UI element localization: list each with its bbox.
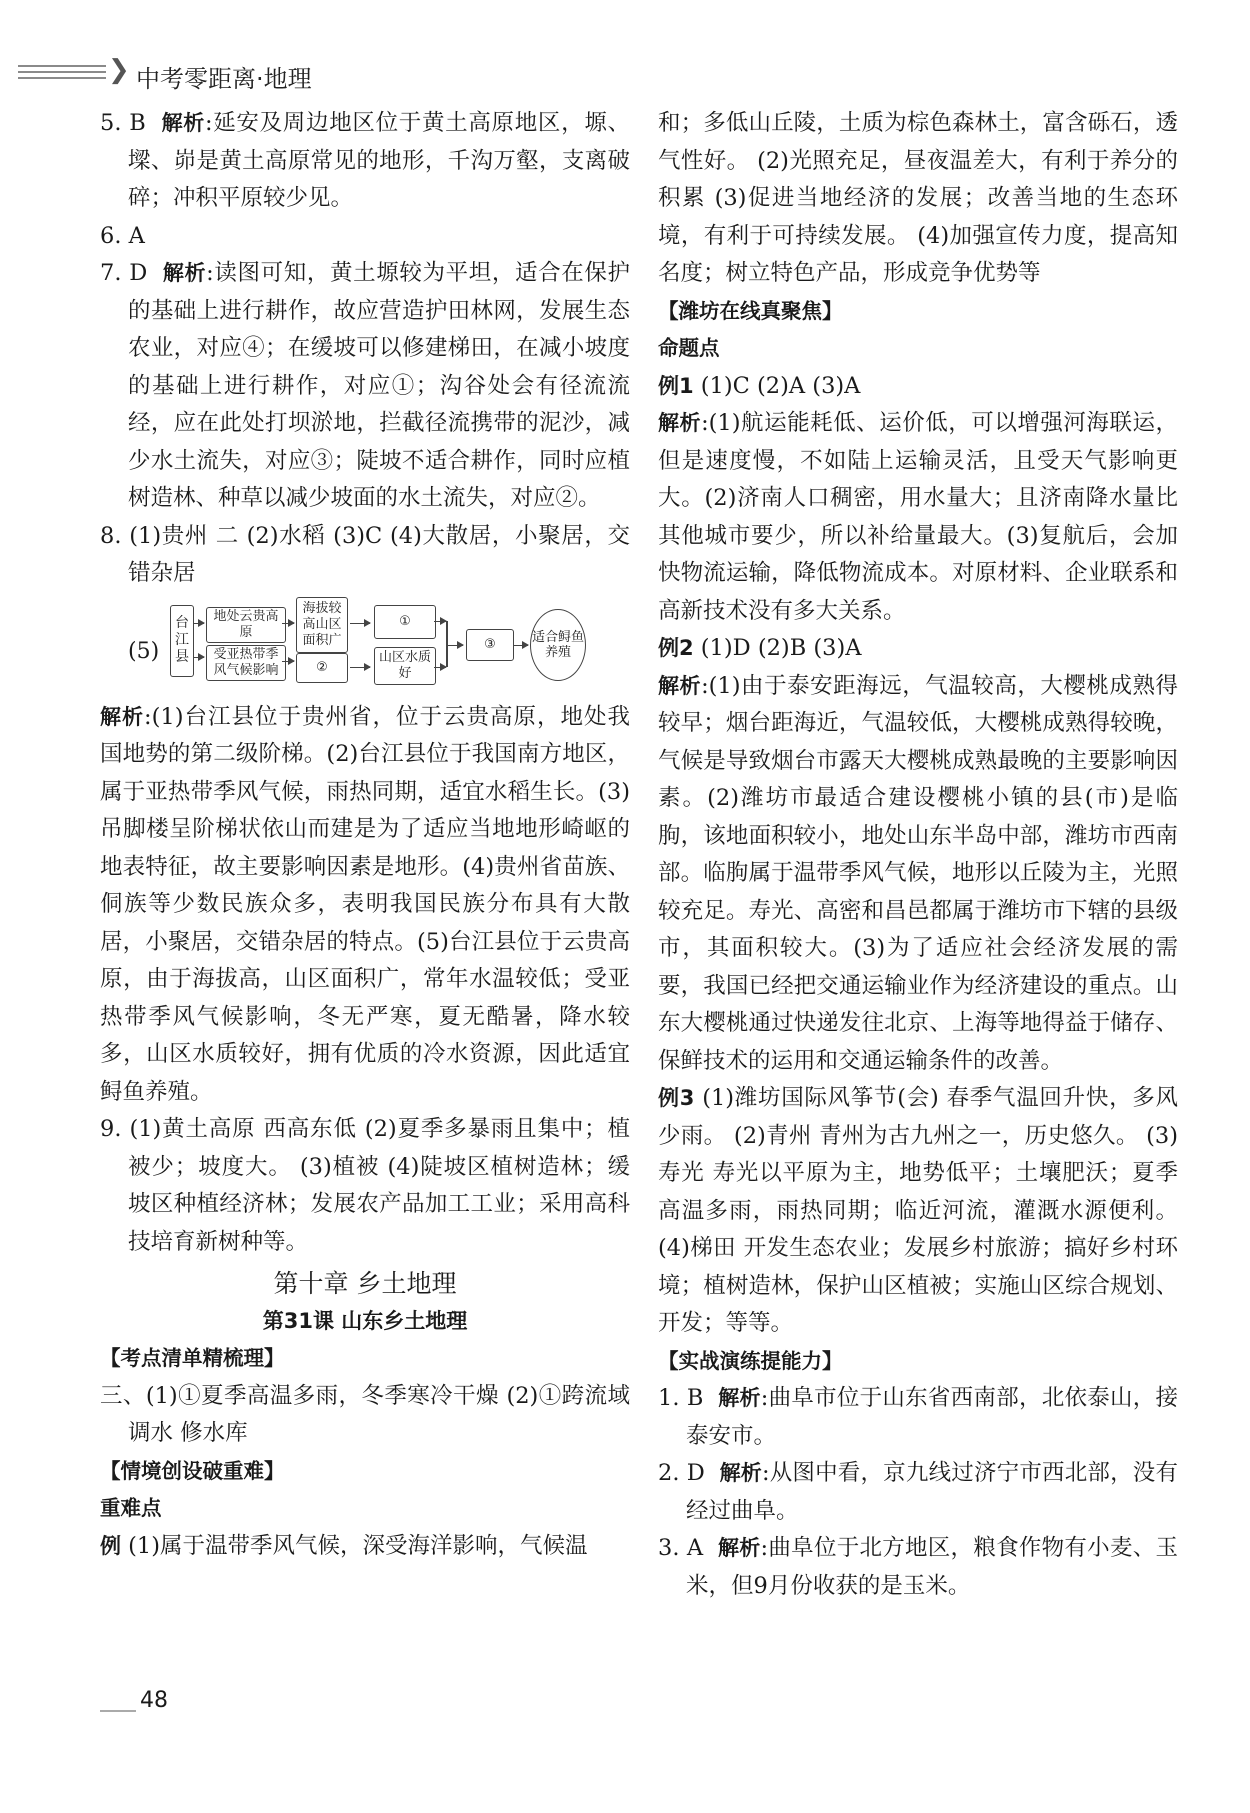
answer-6: 6. A <box>100 222 145 249</box>
page-number: 48 <box>140 1688 168 1713</box>
answer-9: 9. (1)黄土高原 西高东低 (2)夏季多暴雨且集中；植被少；坡度大。 (3)植被 (4)陡坡区植树造林；缓坡区种植经济林；发展农产品加工工业；采用高科技培育新树种等。 <box>100 1116 630 1255</box>
example-answers: (1)C (2)A (3)A <box>693 372 861 399</box>
analysis-label: 解析 <box>100 704 145 729</box>
section-heading-practice: 【实战演练提能力】 <box>658 1348 843 1373</box>
analysis-label: 解析 <box>161 111 205 135</box>
arrow <box>514 645 528 647</box>
answer-number: 5. B <box>100 110 146 136</box>
chevron-right-icon: ❯ <box>108 55 130 85</box>
analysis-text: :从图中看，京九线过济宁市西北部，没有经过曲阜。 <box>686 1460 1178 1524</box>
page-header <box>18 55 1232 95</box>
analysis-text: :读图可知，黄土塬较为平坦，适合在保护的基础上进行耕作，故应营造护田林网，发展生态农业，对应④；在缓坡可以修建梯田，在减小坡度的基础上进行耕作，对应①；沟谷处会有径流流经，应在此处打坝淤地，拦截径流携带的泥沙，减少水土流失，对应③；陡坡不适合耕作，同时应植树造林、种草以减少坡面的水土流失，对应②。 <box>128 260 630 511</box>
arrow <box>194 657 204 659</box>
example-1-analysis <box>658 405 1178 630</box>
example-2-answer <box>658 630 1178 668</box>
answer-8: 8. (1)贵州 二 (2)水稻 (3)C (4)大散居，小聚居，交错杂居 <box>100 522 630 586</box>
example-1-answer <box>658 368 1178 406</box>
practice-answer-2 <box>658 1455 1178 1530</box>
answer-number: 3. A <box>658 1535 704 1561</box>
analysis-label: 解析 <box>719 1461 762 1485</box>
analysis-text: :曲阜位于北方地区，粮食作物有小麦、玉米，但9月份收获的是玉米。 <box>686 1535 1178 1599</box>
section-heading-checklist: 【考点清单精梳理】 <box>100 1346 285 1370</box>
subheading-proposition: 命题点 <box>658 336 720 360</box>
arrow <box>194 623 204 625</box>
example-continued: 和；多低山丘陵，土质为棕色森林土，富含砾石，透气性好。 (2)光照充足，昼夜温差大，有利于养分的积累 (3)促进当地经济的发展；改善当地的生态环境，有利于可持续发展。 (4)加强宣传力度，提高知名度；树立特色产品，形成竞争优势等 <box>658 110 1178 286</box>
diagram-box-1: ① <box>374 605 436 639</box>
header-title: 中考零距离·地理 <box>136 65 312 93</box>
lesson-title: 第31课 山东乡土地理 <box>262 1308 468 1333</box>
practice-answer-3 <box>658 1530 1178 1605</box>
analysis-label: 解析 <box>162 261 207 285</box>
diagram-end-ellipse: 适合鲟鱼养殖 <box>530 609 586 681</box>
diagram-box-altitude: 海拔较高山区面积广 <box>296 597 348 653</box>
diagram-box-water: 山区水质好 <box>374 647 436 685</box>
analysis-label: 解析 <box>658 673 702 698</box>
example-2-analysis <box>658 668 1178 1081</box>
answer-7 <box>100 255 630 518</box>
example-body: (1)潍坊国际风筝节(会) 春季气温回升快，多风少雨。 (2)青州 青州为古九州之一，历史悠久。 (3)寿光 寿光以平原为主，地势低平；土壤肥沃；夏季高温多雨，雨热同期；临近河流，灌溉水源便利。 (4)梯田 开发生态农业；发展乡村旅游；搞好乡村环境；植树造林，保护山区植被；实施山区综合规划、开发；等等。 <box>658 1085 1178 1336</box>
section-heading-scenario: 【情境创设破重难】 <box>100 1458 285 1483</box>
example-label: 例 <box>100 1533 121 1558</box>
answer-number: 1. B <box>658 1385 704 1411</box>
diagram-box-climate: 受亚热带季风气候影响 <box>206 645 286 681</box>
header-decoration-lines <box>18 65 106 83</box>
example-3 <box>658 1080 1178 1343</box>
analysis-text: :延安及周边地区位于黄土高原地区，塬、墚、峁是黄土高原常见的地形，千沟万壑，支离破碎；冲积平原较少见。 <box>128 110 631 211</box>
diagram-box-2: ② <box>296 653 348 683</box>
example-answers: (1)D (2)B (3)A <box>693 635 862 661</box>
answer-8-analysis <box>100 699 630 1112</box>
arrow <box>282 623 294 625</box>
example-label: 例3 <box>658 1086 695 1110</box>
analysis-label: 解析 <box>718 1536 761 1560</box>
arrow <box>350 623 370 625</box>
answer-number: 7. D <box>100 260 148 286</box>
analysis-label: 解析 <box>718 1386 761 1410</box>
diagram-box-plateau: 地处云贵高原 <box>206 607 286 643</box>
answer-5 <box>100 105 630 218</box>
analysis-text: :(1)航运能耗低、运价低，可以增强河海联运，但是速度慢，不如陆上运输灵活，且受天气影响更大。(2)济南人口稠密，用水量大；且济南降水量比其他城市要少，所以补给量最大。(3)复航后，会加快物流运输，降低物流成本。对原材料、企业联系和高新技术没有多大关系。 <box>658 410 1179 624</box>
diagram-county-box: 台江县 <box>170 605 194 677</box>
arrow <box>282 661 294 663</box>
section-heading-weifang: 【潍坊在线真聚焦】 <box>658 298 843 323</box>
subheading-key-points: 重难点 <box>100 1496 162 1520</box>
analysis-label: 解析 <box>658 411 702 435</box>
analysis-text: :曲阜市位于山东省西南部，北依泰山，接泰安市。 <box>686 1385 1179 1449</box>
example-text <box>100 1528 630 1566</box>
analysis-text: :(1)台江县位于贵州省，位于云贵高原，地处我国地势的第二级阶梯。(2)台江县位于我国南方地区，属于亚热带季风气候，雨热同期，适宜水稻生长。(3)吊脚楼呈阶梯状依山而建是为了适应当地地形崎岖的地表特征，故主要影响因素是地形。(4)贵州省苗族、侗族等少数民族众多，表明我国民族分布具有大散居，小聚居，交错杂居的特点。(5)台江县位于云贵高原，由于海拔高，山区面积广，常年水温较低；受亚热带季风气候影响，冬无严寒，夏无酷暑，降水较多，山区水质较好，拥有优质的冷水资源，因此适宜鲟鱼养殖。 <box>100 703 631 1105</box>
diagram-box-3: ③ <box>466 629 514 661</box>
connector-line <box>446 621 448 667</box>
page-number-decoration <box>100 1710 136 1712</box>
diagram-label: (5) <box>128 638 160 664</box>
example-body: (1)属于温带季风气候，深受海洋影响，气候温 <box>121 1532 588 1559</box>
example-label: 例1 <box>658 373 694 398</box>
arrow <box>447 645 463 647</box>
checklist-text: 三、(1)①夏季高温多雨，冬季寒冷干燥 (2)①跨流域调水 修水库 <box>100 1382 630 1446</box>
answer-number: 2. D <box>658 1460 705 1486</box>
example-label: 例2 <box>658 636 694 660</box>
chapter-title: 第十章 乡土地理 <box>273 1269 457 1298</box>
right-column <box>658 105 1178 1605</box>
arrow <box>434 621 446 623</box>
arrow <box>434 667 446 669</box>
left-column <box>100 105 630 1565</box>
flow-diagram <box>100 595 630 693</box>
arrow <box>350 667 370 669</box>
analysis-text: :(1)由于泰安距海远，气温较高，大樱桃成熟得较早；烟台距海近，气温较低，大樱桃成熟得较晚，气候是导致烟台市露天大樱桃成熟最晚的主要影响因素。(2)潍坊市最适合建设樱桃小镇的县(市)是临朐，该地面积较小，地处山东半岛中部，潍坊市西南部。临朐属于温带季风气候，地形以丘陵为主，光照较充足。寿光、高密和昌邑都属于潍坊市下辖的县级市，其面积较大。(3)为了适应社会经济发展的需要，我国已经把交通运输业作为经济建设的重点。山东大樱桃通过快递发往北京、上海等地得益于储存、保鲜技术的运用和交通运输条件的改善。 <box>658 672 1179 1074</box>
practice-answer-1 <box>658 1380 1178 1455</box>
